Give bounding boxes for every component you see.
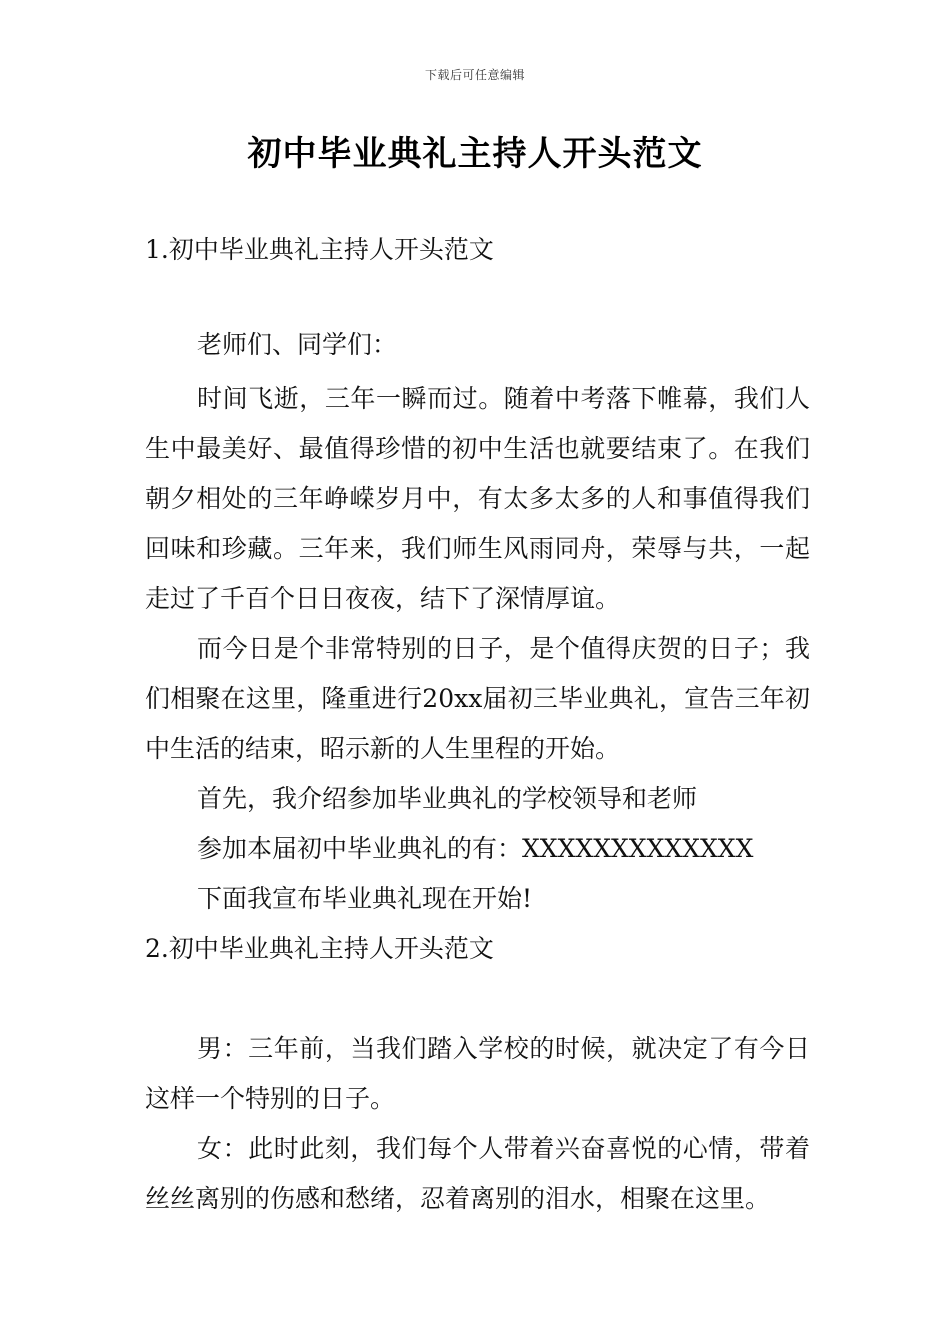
paragraph: 首先，我介绍参加毕业典礼的学校领导和老师: [197, 784, 698, 813]
paragraph: 女：此时此刻，我们每个人带着兴奋喜悦的心情，带着丝丝离别的伤感和愁绪，忍着离别的泪水，相聚在这里。: [145, 1134, 810, 1213]
document-body: [145, 225, 810, 1224]
section-heading-2: 2.初中毕业典礼主持人开头范文: [145, 934, 494, 963]
document-title: 初中毕业典礼主持人开头范文: [247, 134, 703, 174]
paragraph: 时间飞逝，三年一瞬而过。随着中考落下帷幕，我们人生中最美好、最值得珍惜的初中生活也就要结束了。在我们朝夕相处的三年峥嵘岁月中，有太多太多的人和事值得我们回味和珍藏。三年来，我们师生风雨同舟，荣辱与共，一起走过了千百个日日夜夜，结下了深情厚谊。: [145, 384, 810, 613]
header-note: 下载后可任意编辑: [424, 68, 525, 82]
section-heading-1: 1.初中毕业典礼主持人开头范文: [145, 235, 494, 264]
paragraph: 男：三年前，当我们踏入学校的时候，就决定了有今日这样一个特别的日子。: [145, 1034, 810, 1113]
paragraph: 而今日是个非常特别的日子，是个值得庆贺的日子；我们相聚在这里，隆重进行20xx届初三毕业典礼，宣告三年初中生活的结束，昭示新的人生里程的开始。: [145, 634, 810, 763]
paragraph-greeting: 老师们、同学们：: [197, 330, 398, 359]
paragraph: 参加本届初中毕业典礼的有：XXXXXXXXXXXXX: [197, 834, 754, 863]
paragraph: 下面我宣布毕业典礼现在开始!: [197, 884, 533, 913]
